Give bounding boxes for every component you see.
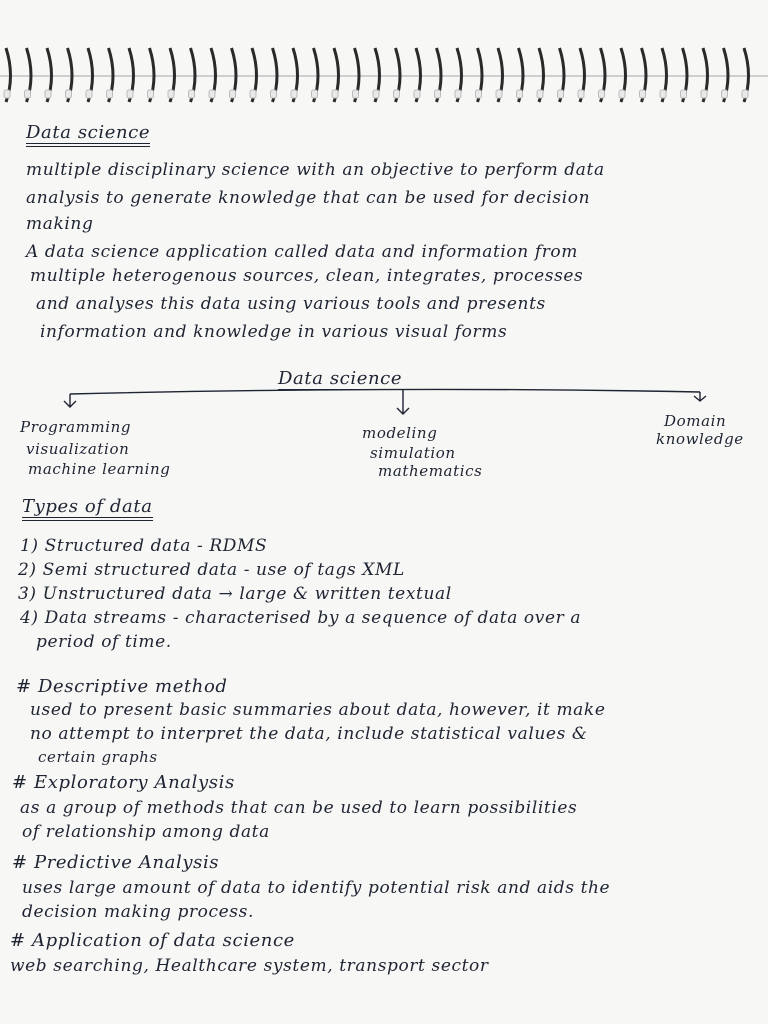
binding-hole: [66, 90, 72, 98]
binding-hole: [271, 90, 277, 98]
intro-line-7: information and knowledge in various visual forms: [40, 322, 508, 342]
heading-descriptive: # Descriptive method: [16, 676, 228, 697]
diagram-right-2: knowledge: [656, 430, 744, 448]
heading-application: # Application of data science: [10, 930, 295, 951]
binding-hole: [578, 90, 584, 98]
binding-hole: [373, 90, 379, 98]
binding-hole: [394, 90, 400, 98]
binding-hole: [127, 90, 133, 98]
binding-hole: [107, 90, 113, 98]
heading-data-science: Data science: [26, 122, 150, 147]
predictive-line-2: decision making process.: [22, 902, 254, 922]
diagram-right-1: Domain: [664, 412, 727, 430]
binding-hole: [414, 90, 420, 98]
type-2: 2) Semi structured data - use of tags XML: [18, 560, 405, 580]
diagram-middle-1: modeling: [362, 424, 438, 442]
binding-hole: [660, 90, 666, 98]
binding-hole: [537, 90, 543, 98]
diagram-middle-3: mathematics: [378, 462, 483, 480]
binding-hole: [168, 90, 174, 98]
binding-hole: [558, 90, 564, 98]
binding-hole: [681, 90, 687, 98]
binding-hole: [86, 90, 92, 98]
type-3: 3) Unstructured data → large & written textual: [18, 584, 452, 604]
diagram-root: Data science: [278, 368, 403, 389]
heading-exploratory: # Exploratory Analysis: [12, 772, 235, 793]
binding-hole: [701, 90, 707, 98]
binding-hole: [148, 90, 154, 98]
application-line: web searching, Healthcare system, transport sector: [10, 956, 489, 976]
binding-hole: [476, 90, 482, 98]
intro-line-2: analysis to generate knowledge that can be used for decision: [26, 188, 591, 208]
intro-line-6: and analyses this data using various tools and presents: [36, 294, 546, 314]
intro-line-5: multiple heterogenous sources, clean, integrates, processes: [30, 266, 584, 286]
heading-predictive: # Predictive Analysis: [12, 852, 220, 873]
binding-hole: [619, 90, 625, 98]
intro-line-1: multiple disciplinary science with an objective to perform data: [26, 160, 605, 180]
spiral-binding: [0, 40, 768, 110]
diagram-left-3: machine learning: [28, 460, 171, 478]
binding-hole: [455, 90, 461, 98]
descriptive-line-2: no attempt to interpret the data, include statistical values &: [30, 724, 588, 744]
binding-hole: [209, 90, 215, 98]
intro-line-3: making: [26, 214, 94, 234]
heading-types-of-data: Types of data: [22, 496, 153, 521]
exploratory-line-2: of relationship among data: [22, 822, 270, 842]
intro-line-4: A data science application called data and information from: [26, 242, 578, 262]
type-1: 1) Structured data - RDMS: [20, 536, 268, 556]
diagram-arrows: [0, 380, 768, 420]
binding-hole: [230, 90, 236, 98]
descriptive-line-3: certain graphs: [38, 748, 158, 766]
binding-hole: [4, 90, 10, 98]
binding-hole: [312, 90, 318, 98]
binding-hole: [332, 90, 338, 98]
binding-hole: [722, 90, 728, 98]
diagram-left-2: visualization: [26, 440, 130, 458]
diagram-left-1: Programming: [20, 418, 132, 436]
binding-hole: [496, 90, 502, 98]
predictive-line-1: uses large amount of data to identify potential risk and aids the: [22, 878, 611, 898]
binding-hole: [640, 90, 646, 98]
binding-hole: [517, 90, 523, 98]
exploratory-line-1: as a group of methods that can be used to learn possibilities: [20, 798, 578, 818]
type-4: 4) Data streams - characterised by a sequence of data over a: [20, 608, 582, 628]
binding-hole: [599, 90, 605, 98]
binding-hole: [353, 90, 359, 98]
binding-hole: [25, 90, 31, 98]
binding-hole: [291, 90, 297, 98]
type-4-cont: period of time.: [36, 632, 172, 652]
binding-hole: [45, 90, 51, 98]
binding-hole: [250, 90, 256, 98]
descriptive-line-1: used to present basic summaries about data, however, it make: [30, 700, 606, 720]
diagram-middle-2: simulation: [370, 444, 456, 462]
binding-hole: [189, 90, 195, 98]
binding-hole: [435, 90, 441, 98]
binding-hole: [742, 90, 748, 98]
